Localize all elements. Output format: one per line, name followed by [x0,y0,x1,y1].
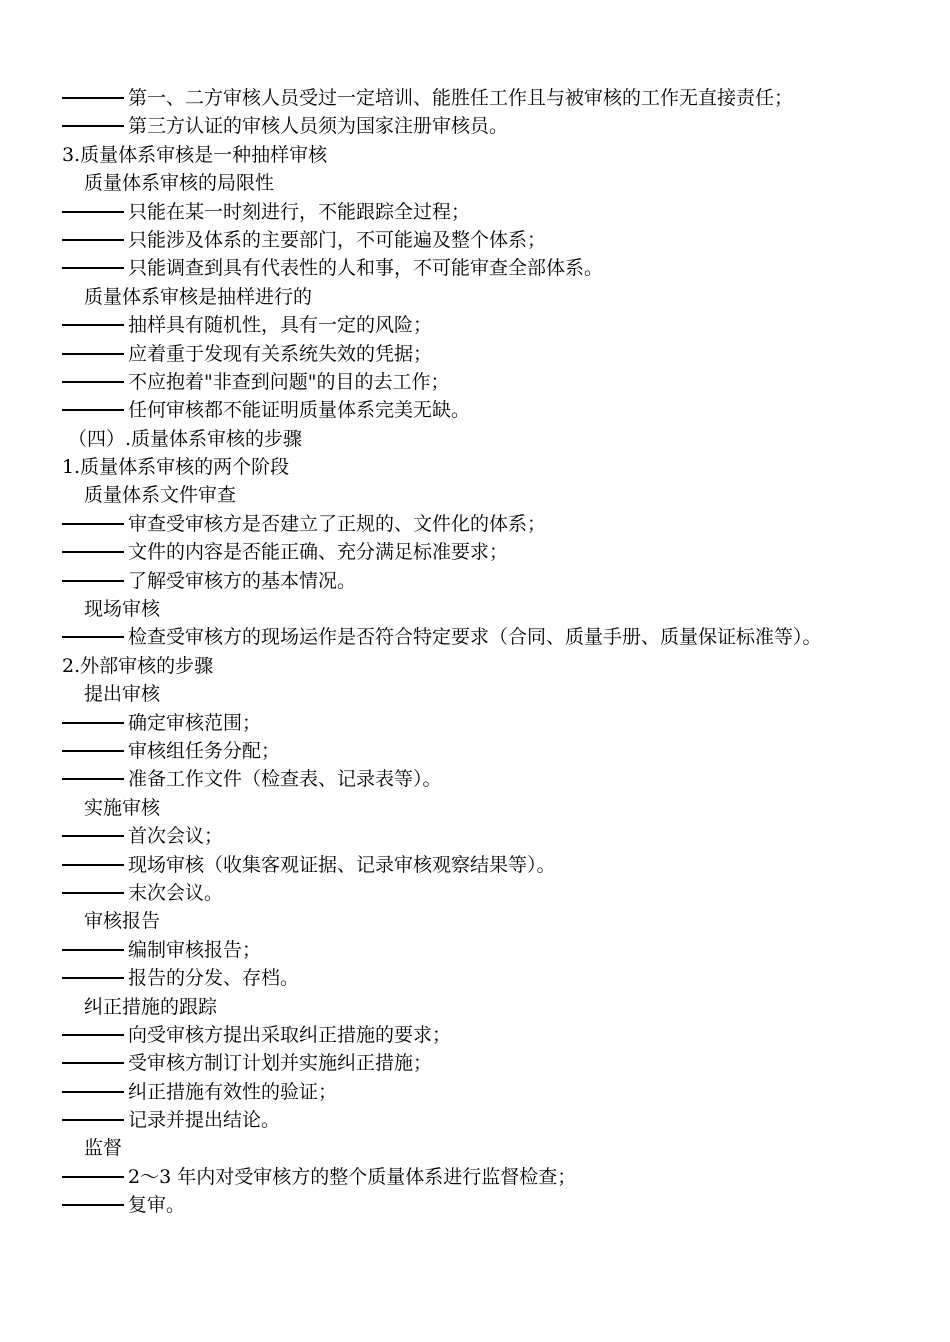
line-text: 确定审核范围； [128,711,262,734]
bullet-line [62,1049,892,1077]
line-text: 现场审核（收集客观证据、记录审核观察结果等）。 [128,853,556,876]
line-text: 监督 [84,1137,123,1160]
line-text: 不应抱着"非查到问题"的目的去工作； [128,370,450,393]
line-text: 抽样具有随机性，具有一定的风险； [128,314,433,337]
em-dash-bullet [62,1034,124,1036]
em-dash-bullet [62,1119,124,1121]
bullet-line [62,567,892,595]
bullet-line [62,1021,892,1049]
line-text: 第三方认证的审核人员须为国家注册审核员。 [128,115,509,138]
line-text: 现场审核 [84,598,161,621]
em-dash-bullet [62,551,124,553]
line-text: 任何审核都不能证明质量体系完美无缺。 [128,399,471,422]
bullet-line [62,226,892,254]
bullet-line [62,112,892,140]
line-text: 准备工作文件（检查表、记录表等）。 [128,768,442,791]
em-dash-bullet [62,949,124,951]
line-text: 审核报告 [84,910,161,933]
bullet-line [62,1106,892,1134]
line-text: 受审核方制订计划并实施纠正措施； [128,1052,433,1075]
line-text: 第一、二方审核人员受过一定培训、能胜任工作且与被审核的工作无直接责任； [128,87,794,109]
line-text: 了解受审核方的基本情况。 [128,569,357,592]
subsection-heading [62,1134,892,1162]
em-dash-bullet [62,864,124,866]
line-text: 报告的分发、存档。 [128,967,300,990]
line-text: 质量体系审核的局限性 [84,172,275,195]
section-heading [62,141,892,169]
bullet-line [62,765,892,793]
em-dash-bullet [62,1204,124,1206]
line-text: 编制审核报告； [128,938,262,961]
em-dash-bullet [62,778,124,780]
line-text: 质量体系审核是抽样进行的 [84,285,313,308]
em-dash-bullet [62,267,124,269]
em-dash-bullet [62,97,124,99]
em-dash-bullet [62,409,124,411]
line-text: 实施审核 [84,796,161,819]
line-text: 2～3 年内对受审核方的整个质量体系进行监督检查； [128,1165,577,1188]
document-body [62,84,892,1220]
bullet-line [62,84,892,112]
em-dash-bullet [62,211,124,213]
em-dash-bullet [62,977,124,979]
line-text: 质量体系文件审查 [84,484,237,507]
line-text: 审查受审核方是否建立了正规的、文件化的体系； [128,512,547,535]
bullet-line [62,851,892,879]
bullet-line [62,198,892,226]
line-text: 记录并提出结论。 [128,1109,281,1132]
bullet-line [62,254,892,282]
bullet-line [62,1191,892,1219]
section-heading [62,652,892,680]
em-dash-bullet [62,580,124,582]
em-dash-bullet [62,324,124,326]
bullet-line [62,340,892,368]
bullet-line [62,510,892,538]
bullet-line [62,879,892,907]
bullet-line [62,538,892,566]
bullet-line [62,368,892,396]
bullet-line [62,709,892,737]
bullet-line [62,964,892,992]
em-dash-bullet [62,1176,124,1178]
bullet-line [62,623,892,651]
subsection-heading [62,993,892,1021]
em-dash-bullet [62,239,124,241]
line-text: 只能涉及体系的主要部门，不可能遍及整个体系； [128,228,547,251]
bullet-line [62,936,892,964]
line-text: 纠正措施有效性的验证； [128,1080,338,1103]
line-text: 检查受审核方的现场运作是否符合特定要求（合同、质量手册、质量保证标准等）。 [128,626,822,649]
em-dash-bullet [62,835,124,837]
section-heading [62,453,892,481]
em-dash-bullet [62,1062,124,1064]
em-dash-bullet [62,125,124,127]
line-text: 只能调查到具有代表性的人和事，不可能审查全部体系。 [128,257,604,280]
subsection-heading [62,680,892,708]
line-text: 审核组任务分配； [128,740,281,762]
subsection-heading [62,481,892,509]
line-text: 只能在某一时刻进行，不能跟踪全过程； [128,200,471,223]
em-dash-bullet [62,1091,124,1093]
bullet-line [62,1163,892,1191]
bullet-line [62,311,892,339]
subsection-heading [62,794,892,822]
em-dash-bullet [62,523,124,525]
subsection-heading [62,169,892,197]
document-page [62,84,892,1220]
em-dash-bullet [62,381,124,383]
line-text: 应着重于发现有关系统失效的凭据； [128,342,433,365]
subsection-heading [62,907,892,935]
em-dash-bullet [62,892,124,894]
subsection-heading [62,283,892,311]
em-dash-bullet [62,636,124,638]
line-text: 首次会议； [128,825,224,848]
bullet-line [62,822,892,850]
line-text: 文件的内容是否能正确、充分满足标准要求； [128,541,509,564]
line-text: 2.外部审核的步骤 [62,654,214,677]
bullet-line [62,737,892,765]
line-text: 纠正措施的跟踪 [84,995,218,1018]
bullet-line [62,396,892,424]
em-dash-bullet [62,353,124,355]
line-text: （四）.质量体系审核的步骤 [68,427,303,450]
line-text: 向受审核方提出采取纠正措施的要求； [128,1023,452,1046]
line-text: 3.质量体系审核是一种抽样审核 [62,143,328,166]
em-dash-bullet [62,722,124,724]
line-text: 提出审核 [84,683,161,706]
subsection-heading [62,595,892,623]
bullet-line [62,1078,892,1106]
line-text: 复审。 [128,1194,186,1217]
em-dash-bullet [62,750,124,752]
line-text: 末次会议。 [128,881,224,904]
line-text: 1.质量体系审核的两个阶段 [62,456,290,479]
chapter-heading [62,425,892,453]
